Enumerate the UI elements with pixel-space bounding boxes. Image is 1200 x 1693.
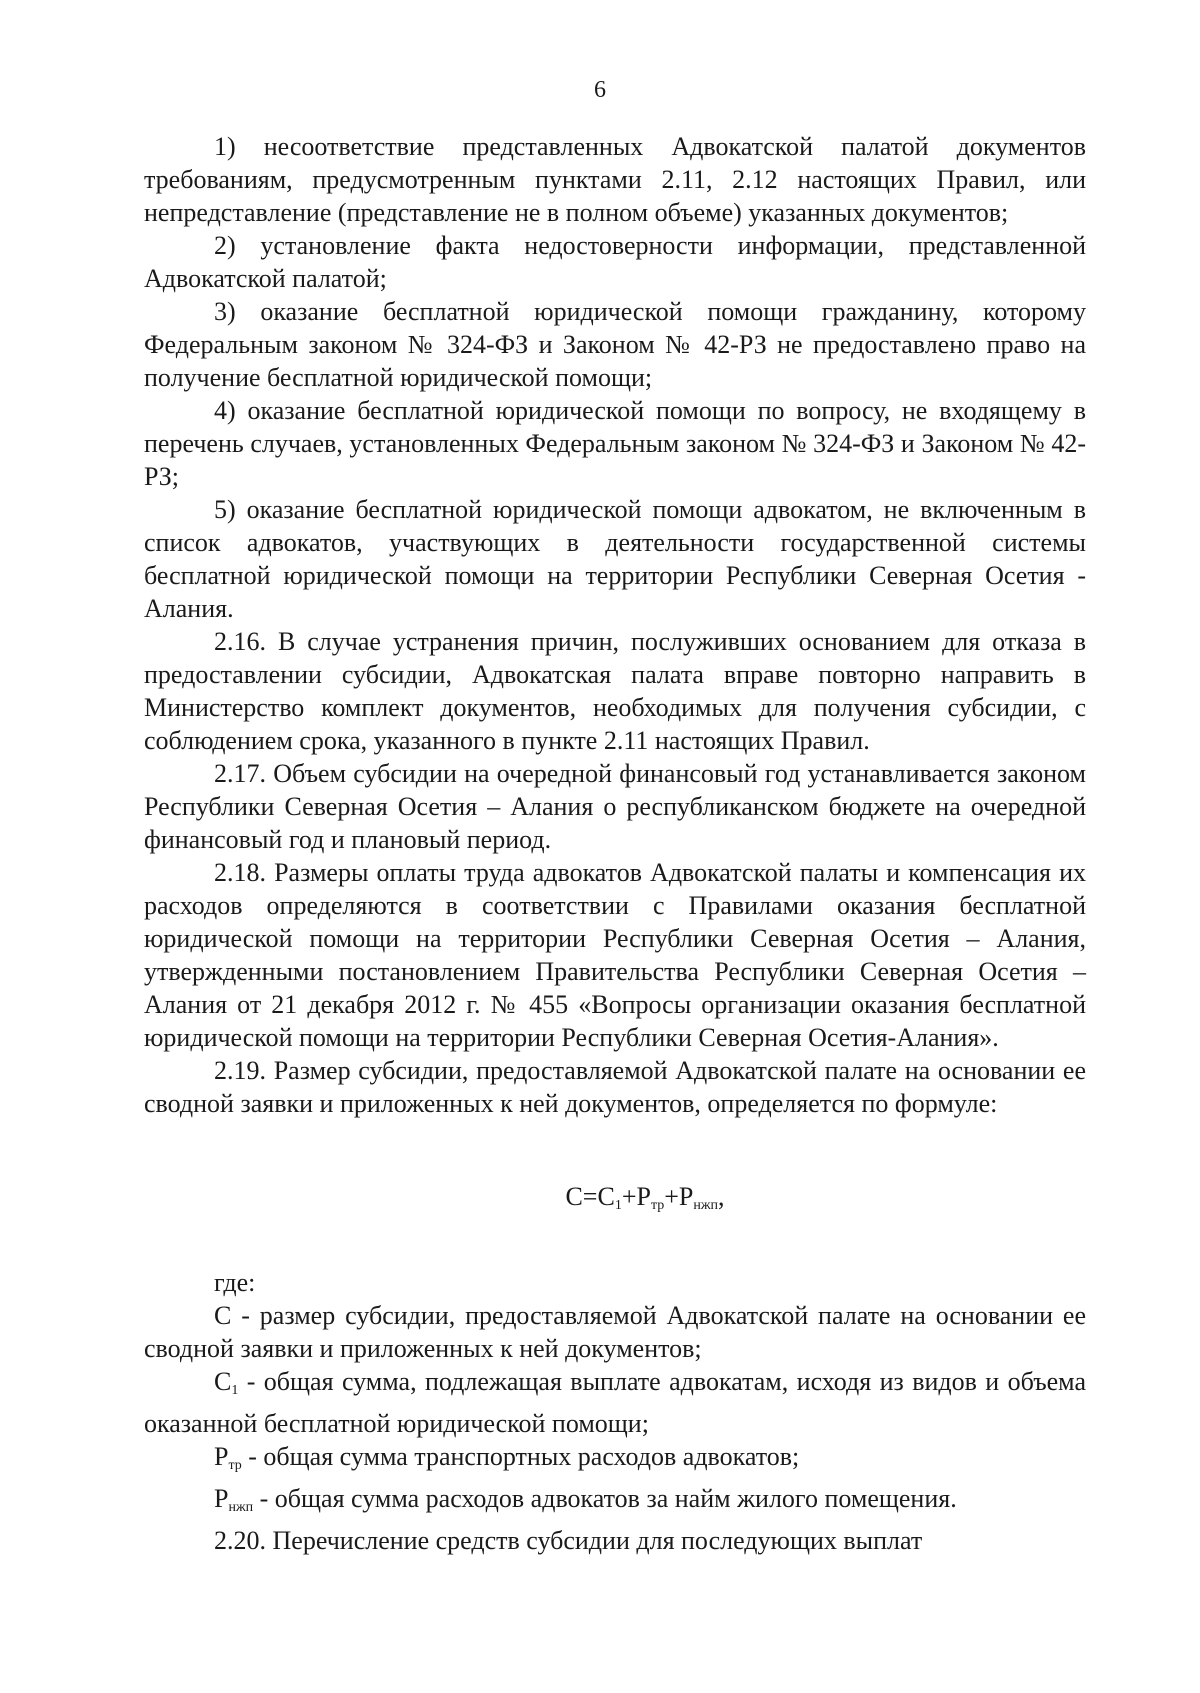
- paragraph-item-2: 2) установление факта недостоверности информации, представленной Адвокатской палатой;: [144, 231, 1086, 293]
- paragraph-item-1: 1) несоответствие представленных Адвокатской палатой документов требованиям, предусмотренным пунктами 2.11, 2.12 настоящих Правил, или непредставление (представление не в полном объеме) указанных документов;: [144, 132, 1086, 227]
- definition-c1-symbol: С: [214, 1367, 232, 1396]
- definition-ptr: [144, 1440, 1086, 1482]
- formula-sub-1: 1: [614, 1198, 622, 1213]
- paragraph-item-4: 4) оказание бесплатной юридической помощи по вопросу, не входящему в перечень случаев, установленных Федеральным законом № 324-ФЗ и Законом № 42-РЗ;: [144, 396, 1086, 491]
- definition-c1: [144, 1365, 1086, 1440]
- definition-ptr-text: - общая сумма транспортных расходов адвокатов;: [241, 1442, 800, 1471]
- document-body: [144, 130, 1086, 1557]
- definition-ptr-symbol: Р: [214, 1442, 229, 1471]
- paragraph-2-17: 2.17. Объем субсидии на очередной финансовый год устанавливается законом Республики Северная Осетия – Алания о республиканском бюджете на очередной финансовый год и плановый период.: [144, 759, 1086, 854]
- page-number: 6: [594, 77, 606, 103]
- definition-pnzhp-symbol: Р: [214, 1484, 229, 1513]
- definition-ptr-sub: тр: [228, 1458, 242, 1473]
- definition-c1-text: - общая сумма, подлежащая выплате адвокатам, исходя из видов и объема оказанной бесплатной юридической помощи;: [144, 1367, 1086, 1438]
- paragraph-item-5: 5) оказание бесплатной юридической помощи адвокатом, не включенным в список адвокатов, участвующих в деятельности государственной системы бесплатной юридической помощи на территории Республики Северная Осетия - Алания.: [144, 495, 1086, 623]
- definition-pnzhp-sub: нжп: [228, 1500, 254, 1515]
- paragraph-item-3: 3) оказание бесплатной юридической помощи гражданину, которому Федеральным законом № 324-ФЗ и Законом № 42-РЗ не предоставлено право на получение бесплатной юридической помощи;: [144, 297, 1086, 392]
- formula-sub-tr: тр: [650, 1198, 665, 1213]
- paragraph-2-16: 2.16. В случае устранения причин, послуживших основанием для отказа в предоставлении субсидии, Адвокатская палата вправе повторно направить в Министерство комплект документов, необходимых для получения субсидии, с соблюдением срока, указанного в пункте 2.11 настоящих Правил.: [144, 627, 1086, 755]
- paragraph-2-18: 2.18. Размеры оплаты труда адвокатов Адвокатской палаты и компенсация их расходов определяются в соответствии с Правилами оказания бесплатной юридической помощи на территории Республики Северная Осетия – Алания, утвержденными постановлением Правительства Республики Северная Осетия – Алания от 21 декабря 2012 г. № 455 «Вопросы организации оказания бесплатной юридической помощи на территории Республики Северная Осетия-Алания».: [144, 858, 1086, 1052]
- formula-sub-nzhp: нжп: [693, 1198, 719, 1213]
- formula-plus-p1: +Р: [621, 1182, 651, 1211]
- where-label: где:: [214, 1268, 256, 1297]
- formula-plus-p2: +Р: [664, 1182, 694, 1211]
- subsidy-formula: [144, 1180, 1086, 1222]
- definition-c: С - размер субсидии, предоставляемой Адвокатской палате на основании ее сводной заявки и приложенных к ней документов;: [144, 1301, 1086, 1363]
- definition-c1-sub: 1: [231, 1383, 239, 1398]
- definition-pnzhp-text: - общая сумма расходов адвокатов за найм жилого помещения.: [253, 1484, 957, 1513]
- definition-pnzhp: [144, 1482, 1086, 1524]
- formula-tail: ,: [718, 1182, 725, 1211]
- formula-c: С=С: [565, 1182, 615, 1211]
- paragraph-2-19: 2.19. Размер субсидии, предоставляемой Адвокатской палате на основании ее сводной заявки и приложенных к ней документов, определяется по формуле:: [144, 1056, 1086, 1118]
- paragraph-2-20: 2.20. Перечисление средств субсидии для последующих выплат: [214, 1526, 923, 1555]
